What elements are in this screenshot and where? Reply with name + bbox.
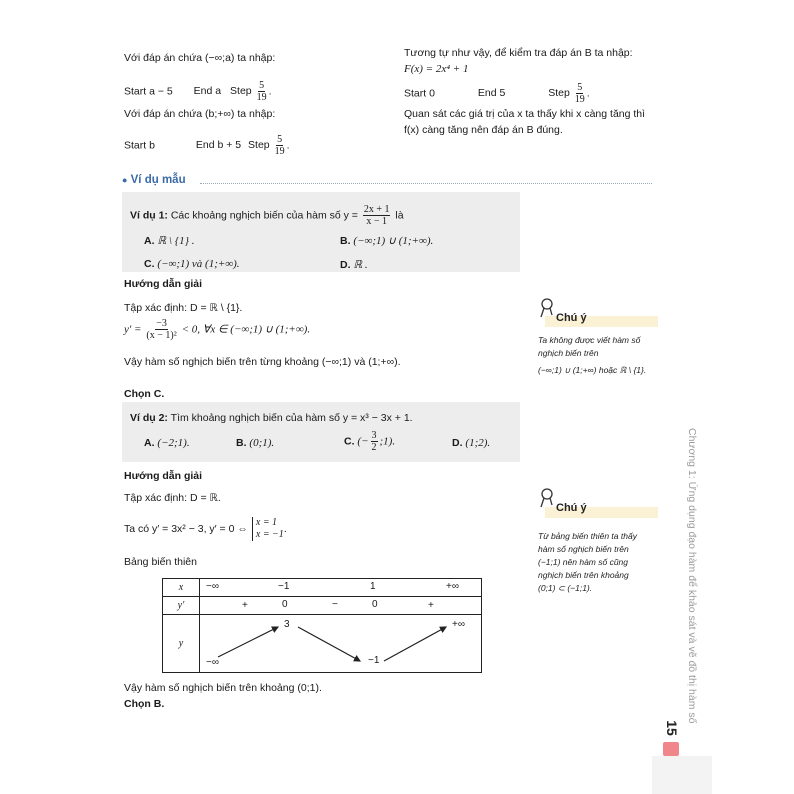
example-1-question: Ví dụ 1: Các khoảng nghịch biến của hàm số y = $\frac{2x + 1}{x - 1}$ là [130, 204, 404, 227]
right-line-2: F(x) = 2x⁴ + 1 [404, 63, 469, 75]
chapter-sidebar [684, 428, 700, 758]
variation-table [162, 578, 482, 673]
ex2-option-a: A. (−2;1). [144, 437, 190, 449]
chapter-title: Chương 1: Ứng dụng đạo hàm để khảo sát và vẽ đồ thị hàm số [686, 428, 698, 724]
solution-1-answer: Chọn C. [124, 388, 165, 400]
note-1-text: Ta không được viết hàm số nghịch biến trên (−∞;1) ∪ (1;+∞) hoặc ℝ \ {1}. [538, 335, 647, 375]
right-line-1: Tương tự như vậy, để kiểm tra đáp án B ta nhập: [404, 47, 633, 59]
ex1-option-a: A. ℝ \ {1} . [144, 235, 195, 247]
ex2-option-b: B. (0;1). [236, 437, 275, 449]
ex2-option-d: D. (1;2). [452, 437, 491, 449]
right-line-5: f(x) càng tăng nên đáp án B đúng. [404, 124, 563, 136]
ex2-option-c: C. (− $\frac{3}{2}$ ;1). [344, 430, 396, 453]
arrow-up-2 [384, 627, 446, 661]
section-title: ● Ví dụ mẫu [122, 174, 186, 186]
table-y-label: y [163, 615, 200, 673]
ex1-option-c: C. (−∞;1) và (1;+∞). [144, 258, 240, 270]
section-divider [200, 183, 652, 184]
right-line-3: Start 0 End 5 Step $\frac{5}{19}$ . [404, 82, 590, 105]
table-x-label: x [163, 579, 200, 597]
solution-1-line-1: Tập xác định: D = ℝ \ {1}. [124, 302, 243, 314]
solution-2-conclusion: Vậy hàm số nghịch biến trên khoảng (0;1). [124, 682, 322, 694]
note-2-text: Từ bảng biến thiên ta thấy hàm số nghịch biến trên (−1;1) nên hàm số cũng nghịch biến trên khoảng (0;1) ⊂ (−1;1). [538, 531, 637, 593]
table-y-row: −∞ 3 −1 +∞ [200, 615, 482, 673]
example-2-question: Ví dụ 2: Tìm khoảng nghịch biến của hàm số y = x³ − 3x + 1. [130, 412, 413, 424]
page-number: 15 [663, 720, 680, 736]
ex1-option-b: B. (−∞;1) ∪ (1;+∞). [340, 235, 434, 247]
example-2-box [122, 402, 520, 462]
table-x-row: −∞ −1 1 +∞ [200, 579, 482, 597]
left-line-4: Start b End b + 5 Step $\frac{5}{19}$ . [124, 134, 290, 157]
arrow-down [298, 627, 360, 661]
solution-1-line-2: y′ = $\frac{-3}{\text{(x − 1)²}}$ < 0, ∀x ∈ (−∞;1) ∪ (1;+∞). [124, 318, 311, 341]
variation-arrows [200, 615, 482, 673]
solution-2-answer: Chọn B. [124, 698, 165, 710]
corner-block [652, 756, 712, 794]
left-line-3: Với đáp án chứa (b;+∞) ta nhập: [124, 108, 276, 120]
solution-1-heading: Hướng dẫn giải [124, 278, 203, 290]
table-yp-label: y′ [163, 597, 200, 615]
solution-2-line-3: Bảng biến thiên [124, 556, 197, 568]
left-line-2: Start a − 5 End a Step $\frac{5}{19}$ . [124, 80, 272, 103]
solution-2-heading: Hướng dẫn giải [124, 470, 203, 482]
left-line-1: Với đáp án chứa (−∞;a) ta nhập: [124, 52, 276, 64]
ex1-option-d: D. ℝ . [340, 259, 368, 271]
arrow-up-1 [218, 627, 278, 657]
page-tab [663, 742, 679, 756]
solution-1-line-3: Vậy hàm số nghịch biến trên từng khoảng (−∞;1) và (1;+∞). [124, 356, 401, 368]
note-2-title: Chú ý [556, 502, 587, 514]
solution-2-line-1: Tập xác định: D = ℝ. [124, 492, 221, 504]
solution-2-line-2: Ta có y′ = 3x² − 3, y′ = 0 ⇔ x = 1 x = −1 . [124, 517, 287, 540]
note-1-title: Chú ý [556, 312, 587, 324]
right-line-4: Quan sát các giá trị của x ta thấy khi x càng tăng thì [404, 108, 646, 120]
table-yp-row: + 0 − 0 + [200, 597, 482, 615]
